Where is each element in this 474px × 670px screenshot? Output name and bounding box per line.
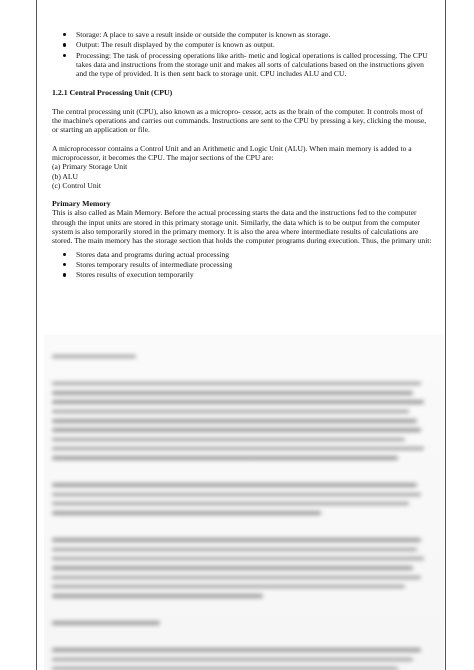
primary-memory-heading: Primary Memory <box>52 199 111 209</box>
cpu-section-item: (b) ALU <box>52 171 78 181</box>
page-content <box>52 30 432 281</box>
list-item: Processing: The task of processing operations like arith- metic and logical operations is called processing. The CPU takes data and instructions from the storage unit and makes all sorts of calculations based on the instructions given and the type of provided. It is then sent back to storage unit. CPU includes ALU and CU. <box>74 51 432 79</box>
list-item: Output: The result displayed by the computer is known as output. <box>74 40 432 49</box>
paragraph-microprocessor: A microprocessor contains a Control Unit and an Arithmetic and Logic Unit (ALU). When main memory is added to a microprocessor, it becomes the CPU. The major sections of the CPU are: <box>52 143 412 162</box>
paragraph-cpu: The central processing unit (CPU), also known as a micropro- cessor, acts as the brain of the computer. It controls most of the machine's operations and carries out commands. Instructions are sent to the CPU by pressing a key, clicking the mouse, or starting an application or file. <box>52 106 427 135</box>
primary-bullet-list <box>52 250 432 280</box>
section-heading: 1.2.1 Central Processing Unit (CPU) <box>52 88 173 98</box>
cpu-section-item: (c) Control Unit <box>52 180 101 190</box>
list-item: Stores data and programs during actual processing <box>74 250 432 259</box>
list-item: Storage: A place to save a result inside or outside the computer is known as storage. <box>74 30 432 39</box>
list-item: Stores results of execution temporarily <box>74 270 432 279</box>
blurred-text-lines <box>52 335 436 670</box>
paragraph-primary-memory: This is also called as Main Memory. Before the actual processing starts the data and the instructions fed to the computer through the input units are stored in this primary storage unit. Similarly, the data which is to be output from the computer system is also temporarily stored in the primary memory. It is also the area where intermediate results of calculations are stored. The main memory has the storage section that holds the computer programs during execution. Thus, the primary unit: <box>52 208 432 246</box>
list-item: Stores temporary results of intermediate processing <box>74 260 432 269</box>
blurred-preview-region <box>44 335 444 670</box>
cpu-section-item: (a) Primary Storage Unit <box>52 162 128 172</box>
top-bullet-list <box>52 30 432 78</box>
